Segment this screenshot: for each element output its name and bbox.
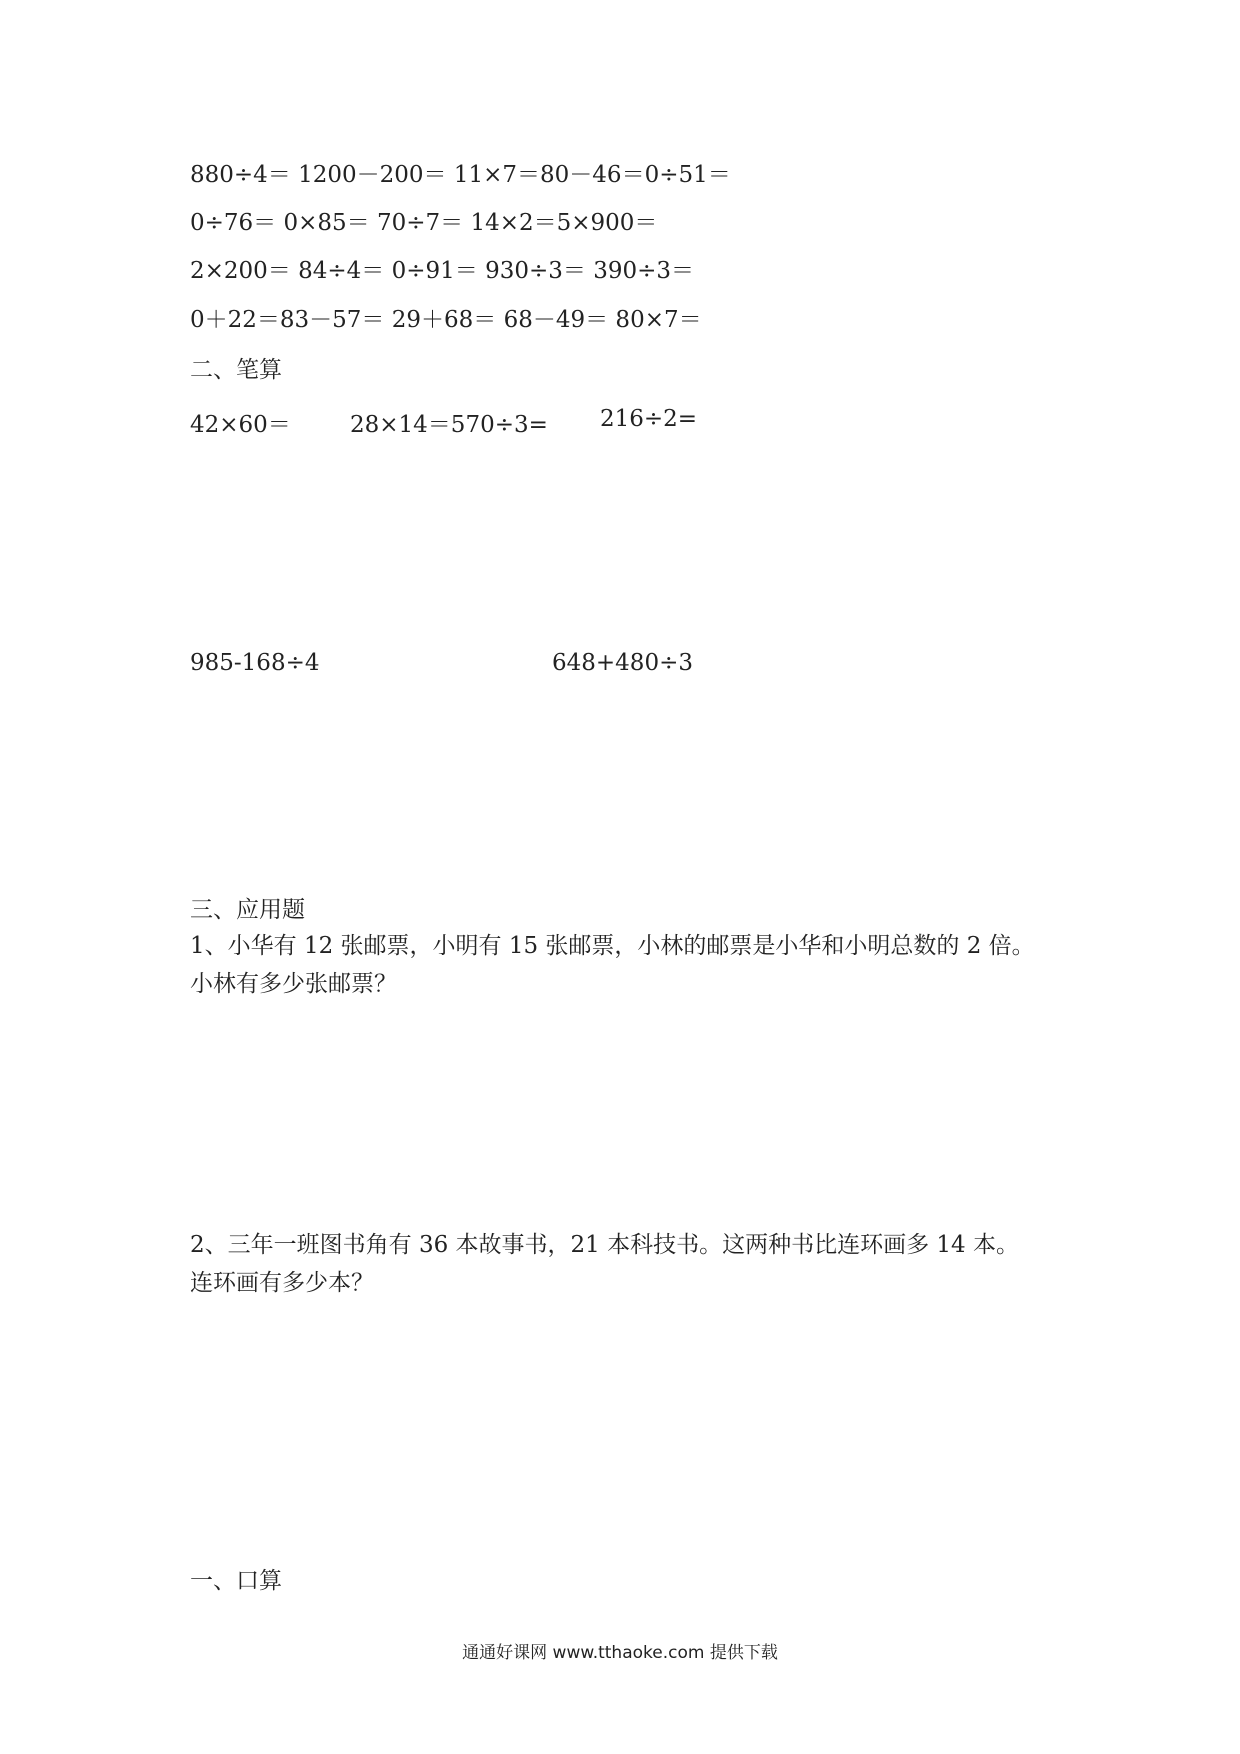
written-calc-item: 28×14＝570÷3= bbox=[350, 412, 548, 438]
written-calc-item: 648+480÷3 bbox=[552, 650, 693, 676]
section-heading-word-problems: 三、应用题 bbox=[190, 897, 305, 923]
written-calc-row-2 bbox=[190, 650, 990, 680]
written-calc-item: 42×60＝ bbox=[190, 412, 291, 438]
word-problem-1-line-1: 1、小华有 12 张邮票，小明有 15 张邮票，小林的邮票是小华和小明总数的 2 倍。 bbox=[190, 933, 1035, 959]
oral-line-2: 0÷76＝ 0×85＝ 70÷7＝ 14×2＝5×900＝ bbox=[190, 210, 658, 236]
oral-line-4: 0＋22＝83－57＝ 29＋68＝ 68－49＝ 80×7＝ bbox=[190, 307, 702, 333]
word-problem-2-line-1: 2、三年一班图书角有 36 本故事书，21 本科技书。这两种书比连环画多 14 本。 bbox=[190, 1232, 1019, 1258]
word-problem-1 bbox=[190, 927, 1090, 1003]
written-calc-row-1 bbox=[190, 406, 990, 436]
word-problem-1-line-2: 小林有多少张邮票？ bbox=[190, 971, 397, 997]
word-problem-2 bbox=[190, 1226, 1090, 1302]
oral-line-1: 880÷4＝ 1200－200＝ 11×7＝80－46＝0÷51＝ bbox=[190, 162, 731, 188]
footer-source: 通通好课网 www.tthaoke.com 提供下载 bbox=[462, 1643, 778, 1663]
section-heading-written: 二、笔算 bbox=[190, 357, 282, 383]
section-heading-oral: 一、口算 bbox=[190, 1568, 282, 1594]
word-problem-2-line-2: 连环画有多少本？ bbox=[190, 1270, 374, 1296]
written-calc-item: 216÷2= bbox=[600, 406, 698, 432]
written-calc-item: 985-168÷4 bbox=[190, 650, 320, 676]
oral-line-3: 2×200＝ 84÷4＝ 0÷91＝ 930÷3＝ 390÷3＝ bbox=[190, 258, 695, 284]
